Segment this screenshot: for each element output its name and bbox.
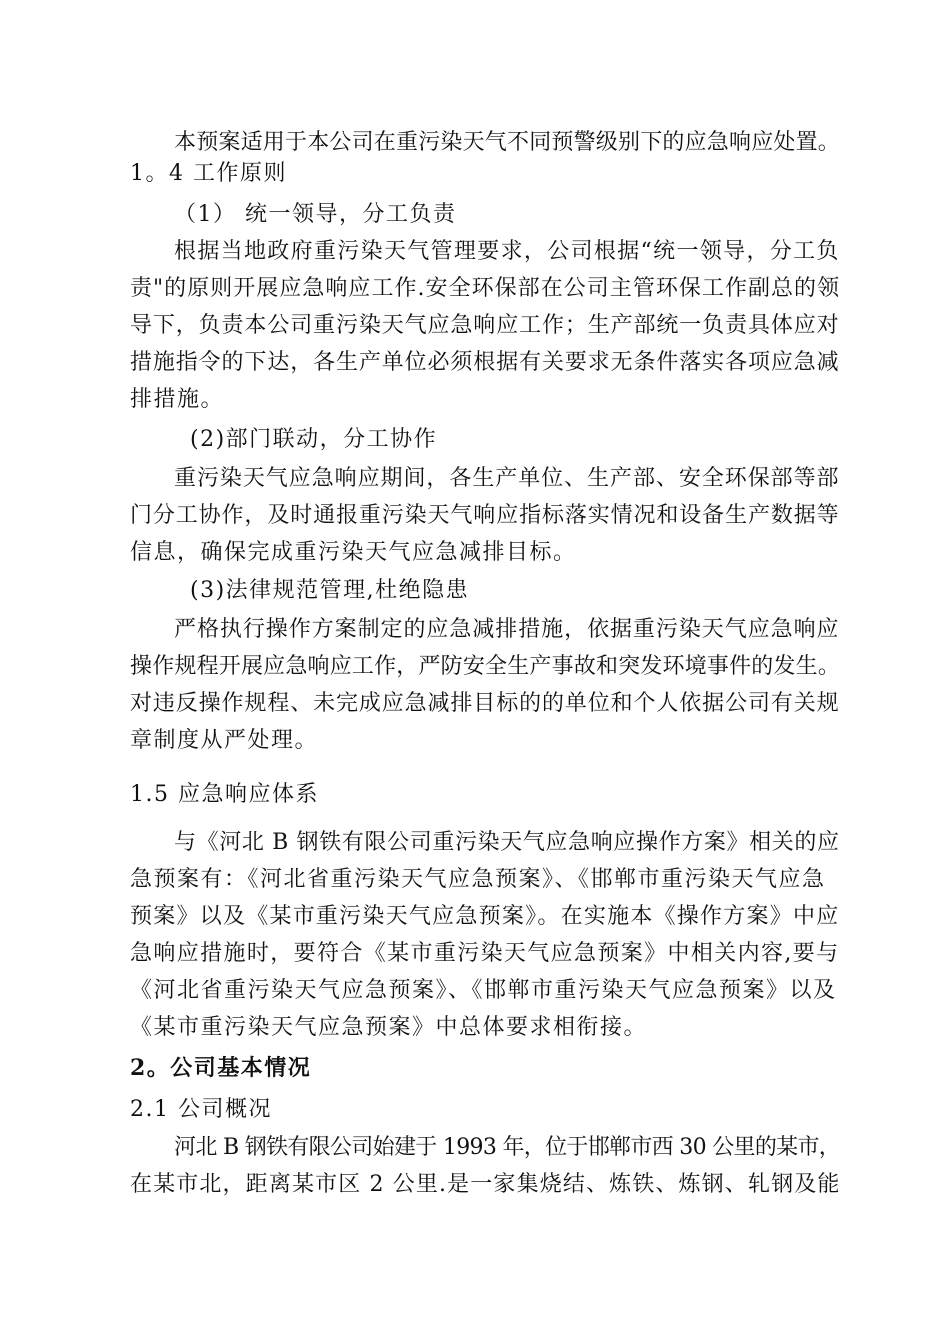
- principle-3-line: 操作规程开展应急响应工作，严防安全生产事故和突发环境事件的发生。: [130, 654, 841, 679]
- company-overview-line: 在某市北，距离某市区 2 公里.是一家集烧结、炼铁、炼钢、轧钢及能: [130, 1172, 841, 1197]
- response-system-line: 预案》以及《某市重污染天气应急预案》。在实施本《操作方案》中应: [130, 904, 840, 929]
- principle-2-line: 信息，确保完成重污染天气应急减排目标。: [130, 540, 577, 565]
- principle-3-line: 章制度从严处理。: [130, 728, 319, 753]
- principle-2-line: 重污染天气应急响应期间，各生产单位、生产部、安全环保部等部: [174, 466, 840, 491]
- response-system-line: 《某市重污染天气应急预案》中总体要求相衔接。: [130, 1015, 648, 1040]
- company-overview-line: 河北 B 钢铁有限公司始建于 1993 年，位于邯郸市西 30 公里的某市，: [174, 1135, 841, 1160]
- section-1-5-heading: 1.5 应急响应体系: [130, 782, 319, 807]
- principle-1-line: 措施指令的下达，各生产单位必须根据有关要求无条件落实各项应急减: [130, 350, 840, 375]
- principle-1-line: 根据当地政府重污染天气管理要求，公司根据“统一领导，分工负: [174, 239, 840, 264]
- principle-1-line: 责"的原则开展应急响应工作.安全环保部在公司主管环保工作副总的领: [130, 276, 841, 301]
- principle-3-line: 严格执行操作方案制定的应急减排措施，依据重污染天气应急响应: [174, 617, 840, 642]
- response-system-line: 与《河北 B 钢铁有限公司重污染天气应急响应操作方案》相关的应: [174, 830, 840, 855]
- section-1-4-heading: 1。4 工作原则: [130, 161, 287, 186]
- response-system-line: 急预案有：《河北省重污染天气应急预案》、《邯郸市重污染天气应急: [130, 867, 826, 892]
- principle-2-line: 门分工协作，及时通报重污染天气响应指标落实情况和设备生产数据等: [130, 503, 840, 528]
- principle-1-title: （1） 统一领导，分工负责: [174, 202, 457, 227]
- response-system-line: 急响应措施时，要符合《某市重污染天气应急预案》中相关内容,要与: [130, 941, 840, 966]
- response-system-line: 《河北省重污染天气应急预案》、《邯郸市重污染天气应急预案》以及: [130, 978, 837, 1003]
- scope-paragraph: 本预案适用于本公司在重污染天气不同预警级别下的应急响应处置。: [174, 130, 841, 155]
- principle-1-line: 导下，负责本公司重污染天气应急响应工作；生产部统一负责具体应对: [130, 313, 840, 338]
- principle-3-title: (3)法律规范管理,杜绝隐患: [190, 578, 470, 603]
- section-2-heading: 2。公司基本情况: [130, 1055, 312, 1081]
- principle-3-line: 对违反操作规程、未完成应急减排目标的的单位和个人依据公司有关规: [130, 691, 840, 716]
- section-2-1-heading: 2.1 公司概况: [130, 1097, 272, 1122]
- principle-2-title: (2)部门联动，分工协作: [190, 427, 438, 452]
- principle-1-line: 排措施。: [130, 387, 225, 412]
